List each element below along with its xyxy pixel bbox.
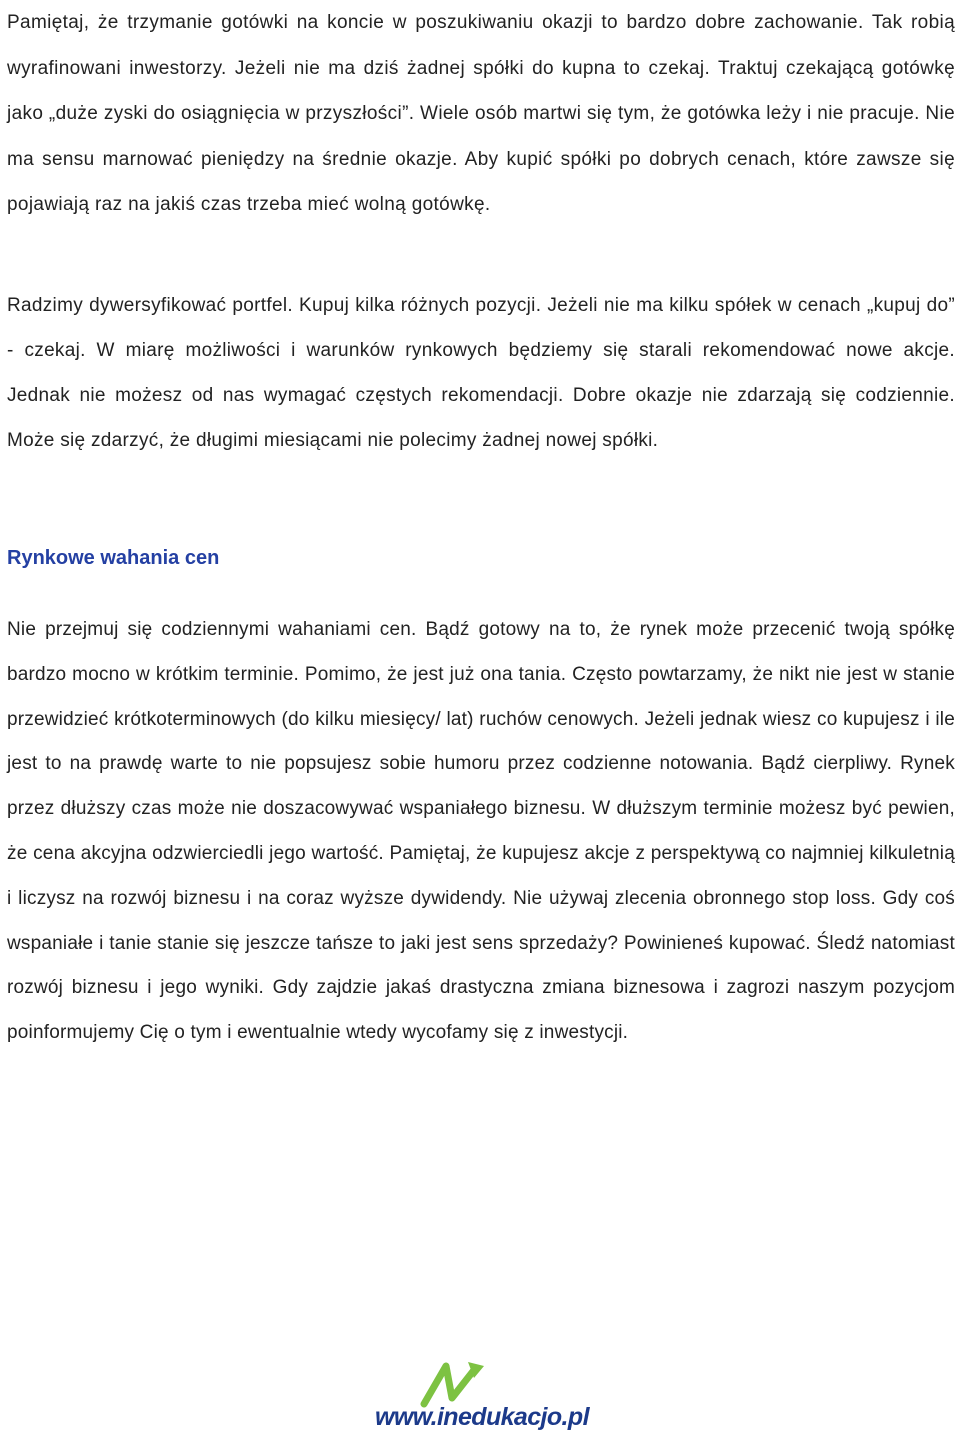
logo-text: www.inedukacjo.pl <box>375 1403 589 1431</box>
paragraph-cash: Pamiętaj, że trzymanie gotówki na koncie w poszukiwaniu okazji to bardzo dobre zachowanie. Tak robią wyrafinowani inwestorzy. Jeżeli nie ma dziś żadnej spółki do kupna to czekaj. Traktuj czekającą gotówkę jako „duże zyski do osiągnięcia w przyszłości”. Wiele osób martwi się tym, że gotówka leży i nie pracuje. Nie ma sensu marnować pieniędzy na średnie okazje. Aby kupić spółki po dobrych cenach, które zawsze się pojawiają raz na jakiś czas trzeba mieć wolną gotówkę. <box>7 12 955 215</box>
site-logo[interactable] <box>372 1360 589 1438</box>
paragraph-diversification: Radzimy dywersyfikować portfel. Kupuj kilka różnych pozycji. Jeżeli nie ma kilku spółek w cenach „kupuj do” - czekaj. W miarę możliwości i warunków rynkowych będziemy się starali rekomendować nowe akcje. Jednak nie możesz od nas wymagać częstych rekomendacji. Dobre okazje nie zdarzają się codziennie. Może się zdarzyć, że długimi miesiącami nie polecimy żadnej nowej spółki. <box>7 295 955 451</box>
paragraph-price-fluctuations: Nie przejmuj się codziennymi wahaniami cen. Bądź gotowy na to, że rynek może przecenić twoją spółkę bardzo mocno w krótkim terminie. Pomimo, że jest już ona tania. Często powtarzamy, że nikt nie jest w stanie przewidzieć krótkoterminowych (do kilku miesięcy/ lat) ruchów cenowych. Jeżeli jednak wiesz co kupujesz i ile jest to na prawdę warte to nie popsujesz sobie humoru przez codzienne notowania. Bądź cierpliwy. Rynek przez dłuższy czas może nie doszacowywać wspaniałego biznesu. W dłuższym terminie możesz być pewien, że cena akcyjna odzwierciedli jego wartość. Pamiętaj, że kupujesz akcje z perspektywą co najmniej kilkuletnią i liczysz na rozwój biznesu i na coraz wyższe dywidendy. Nie używaj zlecenia obronnego stop loss. Gdy coś wspaniałe i tanie stanie się jeszcze tańsze to jaki jest sens sprzedaży? Powinieneś kupować. Śledź natomiast rozwój biznesu i jego wyniki. Gdy zajdzie jakaś drastyczna zmiana biznesowa i zagrozi naszym pozycjom poinformujemy Cię o tym i ewentualnie wtedy wycofamy się z inwestycji. <box>7 619 955 1044</box>
green-zigzag-arrow-icon <box>412 1360 542 1408</box>
section-heading: Rynkowe wahania cen <box>7 547 220 569</box>
